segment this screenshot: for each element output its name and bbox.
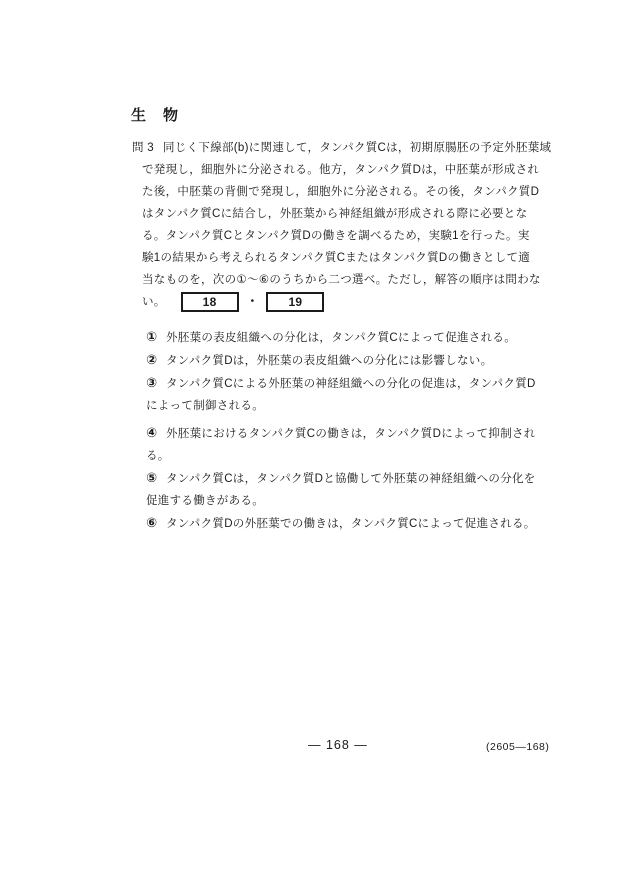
option-item bbox=[146, 326, 550, 349]
option-first-line: ④ 外胚葉におけるタンパク質Cの働きは，タンパク質Dによって抑制され bbox=[146, 422, 550, 445]
question-block bbox=[132, 137, 552, 313]
option-continuation-line: る。 bbox=[146, 450, 170, 462]
question-line: 験1の結果から考えられるタンパク質Cまたはタンパク質Dの働きとして適 bbox=[142, 252, 531, 264]
answer-line bbox=[132, 291, 548, 313]
option-item bbox=[146, 467, 550, 512]
question-line: た後，中胚葉の背側で発現し，細胞外に分泌される。その後，タンパク質D bbox=[142, 186, 540, 198]
answer-box-18: 18 bbox=[181, 292, 239, 312]
question-label: 問 3 bbox=[132, 142, 154, 154]
page-number: — 168 — bbox=[308, 738, 368, 752]
question-line: で発現し，細胞外に分泌される。他方，タンパク質Dは，中胚葉が形成され bbox=[142, 164, 540, 176]
question-line: 当なものを，次の①～⑥のうちから二つ選べ。ただし，解答の順序は問わな bbox=[142, 274, 541, 286]
question-line: る。タンパク質Cとタンパク質Dの働きを調べるため，実験1を行った。実 bbox=[142, 230, 530, 242]
option-item bbox=[146, 512, 550, 535]
option-first-line: ① 外胚葉の表皮組織への分化は，タンパク質Cによって促進される。 bbox=[146, 326, 550, 349]
option-item bbox=[146, 349, 550, 372]
option-item bbox=[146, 422, 550, 467]
option-continuation-line: によって制御される。 bbox=[146, 400, 264, 412]
option-first-line: ② タンパク質Dは，外胚葉の表皮組織への分化には影響しない。 bbox=[146, 349, 550, 372]
answer-separator-dot: ・ bbox=[246, 296, 259, 308]
options-list bbox=[146, 326, 550, 535]
question-paragraph bbox=[132, 137, 552, 291]
answer-box-19: 19 bbox=[266, 292, 324, 312]
option-number: ① bbox=[146, 329, 158, 344]
option-first-line: ③ タンパク質Cによる外胚葉の神経組織への分化の促進は，タンパク質D bbox=[146, 372, 550, 395]
booklet-code: (2605—168) bbox=[486, 741, 550, 753]
question-line: はタンパク質Cに結合し，外胚葉から神経組織が形成される際に必要とな bbox=[142, 208, 528, 220]
option-first-line: ⑥ タンパク質Dの外胚葉での働きは，タンパク質Cによって促進される。 bbox=[146, 512, 550, 535]
subject-title: 生 物 bbox=[131, 107, 180, 124]
answer-line-prefix: い。 bbox=[142, 296, 166, 308]
option-first-line: ⑤ タンパク質Cは，タンパク質Dと協働して外胚葉の神経組織への分化を bbox=[146, 467, 550, 490]
option-number: ② bbox=[146, 352, 158, 367]
option-number: ⑤ bbox=[146, 470, 158, 485]
option-number: ③ bbox=[146, 375, 158, 390]
option-number: ④ bbox=[146, 425, 158, 440]
option-item bbox=[146, 372, 550, 417]
question-line: 問 3 同じく下線部(b)に関連して，タンパク質Cは，初期原腸胚の予定外胚葉域 bbox=[132, 142, 552, 154]
option-continuation-line: 促進する働きがある。 bbox=[146, 495, 264, 507]
option-number: ⑥ bbox=[146, 515, 158, 530]
